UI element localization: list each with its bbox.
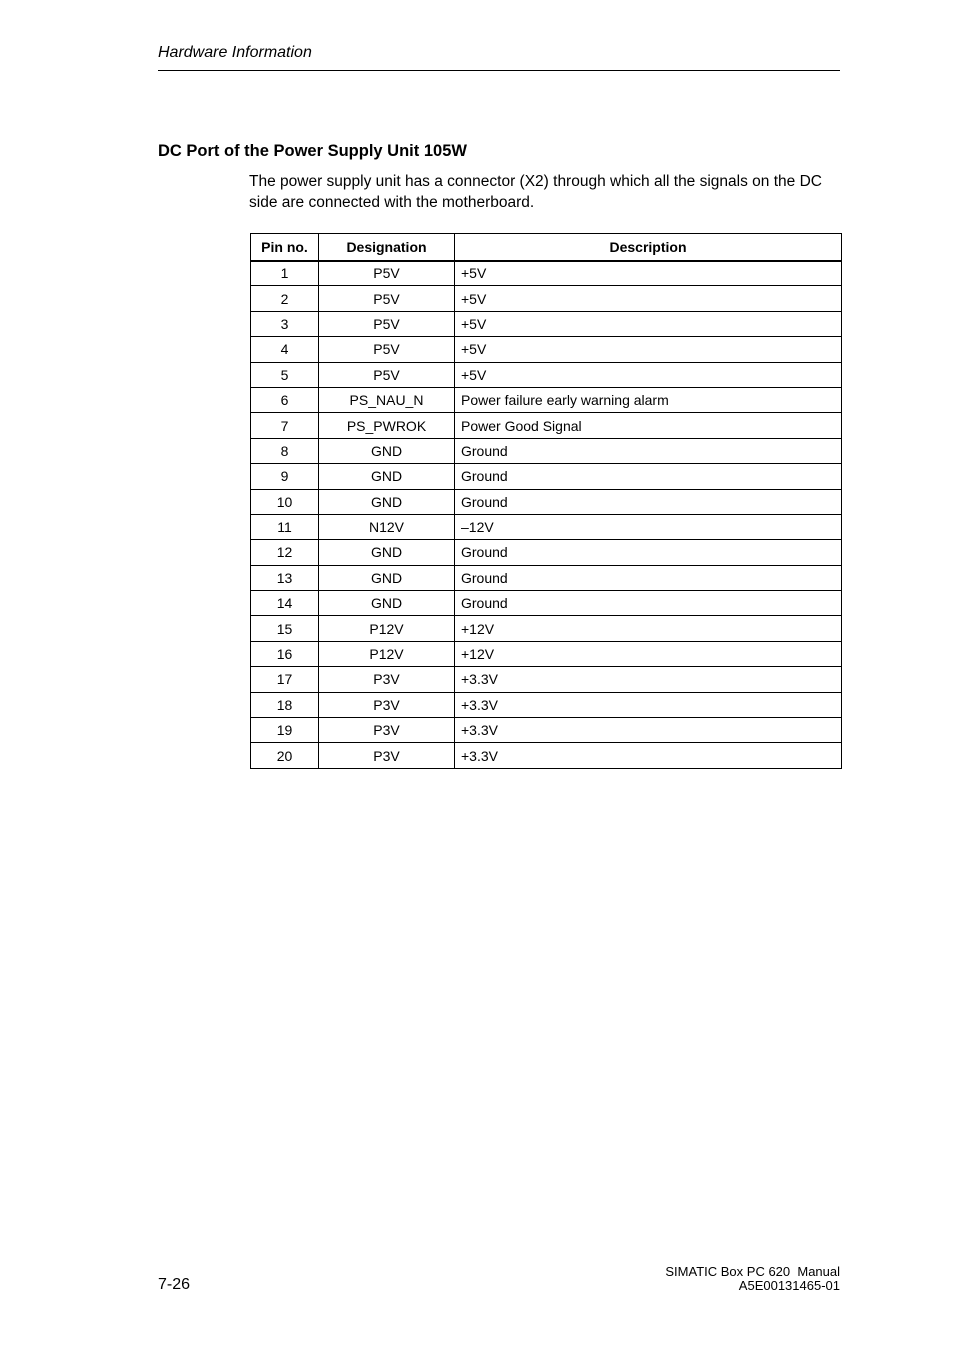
running-header: Hardware Information bbox=[158, 44, 312, 61]
designation-cell: P5V bbox=[319, 261, 455, 286]
pin-cell: 18 bbox=[251, 692, 319, 717]
pin-cell: 16 bbox=[251, 641, 319, 666]
table-row bbox=[251, 667, 842, 692]
table-row bbox=[251, 565, 842, 590]
pin-cell: 4 bbox=[251, 337, 319, 362]
column-header-designation: Designation bbox=[319, 234, 455, 261]
document-info bbox=[665, 1265, 840, 1293]
description-cell: –12V bbox=[455, 514, 842, 539]
pin-cell: 12 bbox=[251, 540, 319, 565]
pin-cell: 13 bbox=[251, 565, 319, 590]
description-cell: +3.3V bbox=[455, 692, 842, 717]
pin-cell: 5 bbox=[251, 362, 319, 387]
pin-cell: 6 bbox=[251, 387, 319, 412]
pin-cell: 17 bbox=[251, 667, 319, 692]
description-cell: Ground bbox=[455, 438, 842, 463]
table-row bbox=[251, 616, 842, 641]
designation-cell: P12V bbox=[319, 641, 455, 666]
pin-cell: 3 bbox=[251, 311, 319, 336]
description-cell: Ground bbox=[455, 591, 842, 616]
description-cell: +5V bbox=[455, 337, 842, 362]
table-row bbox=[251, 286, 842, 311]
description-cell: +12V bbox=[455, 616, 842, 641]
designation-cell: P5V bbox=[319, 286, 455, 311]
table-row bbox=[251, 743, 842, 768]
document-id: A5E00131465-01 bbox=[738, 1278, 840, 1293]
table-row bbox=[251, 641, 842, 666]
pin-cell: 15 bbox=[251, 616, 319, 641]
description-cell: +5V bbox=[455, 362, 842, 387]
table-row bbox=[251, 692, 842, 717]
pin-cell: 7 bbox=[251, 413, 319, 438]
pin-cell: 14 bbox=[251, 591, 319, 616]
designation-cell: N12V bbox=[319, 514, 455, 539]
description-cell: Ground bbox=[455, 464, 842, 489]
pin-assignment-table bbox=[250, 233, 842, 769]
description-cell: +3.3V bbox=[455, 718, 842, 743]
table-row bbox=[251, 464, 842, 489]
designation-cell: GND bbox=[319, 540, 455, 565]
column-header-pin: Pin no. bbox=[251, 234, 319, 261]
table-row bbox=[251, 514, 842, 539]
designation-cell: P3V bbox=[319, 692, 455, 717]
description-cell: Ground bbox=[455, 489, 842, 514]
pin-cell: 1 bbox=[251, 261, 319, 286]
description-cell: +3.3V bbox=[455, 667, 842, 692]
table-row bbox=[251, 413, 842, 438]
designation-cell: P5V bbox=[319, 362, 455, 387]
description-cell: +5V bbox=[455, 261, 842, 286]
designation-cell: GND bbox=[319, 438, 455, 463]
designation-cell: P3V bbox=[319, 667, 455, 692]
table-row bbox=[251, 718, 842, 743]
description-cell: +3.3V bbox=[455, 743, 842, 768]
description-cell: Ground bbox=[455, 565, 842, 590]
designation-cell: PS_NAU_N bbox=[319, 387, 455, 412]
table-row bbox=[251, 591, 842, 616]
column-header-description: Description bbox=[455, 234, 842, 261]
designation-cell: GND bbox=[319, 565, 455, 590]
description-cell: +12V bbox=[455, 641, 842, 666]
intro-paragraph: The power supply unit has a connector (X2) through which all the signals on the DC side are connected with the motherboard. bbox=[249, 173, 822, 211]
table-row bbox=[251, 387, 842, 412]
designation-cell: P12V bbox=[319, 616, 455, 641]
table-row bbox=[251, 489, 842, 514]
designation-cell: P5V bbox=[319, 311, 455, 336]
designation-cell: GND bbox=[319, 489, 455, 514]
table-row bbox=[251, 311, 842, 336]
table-header-row bbox=[251, 234, 842, 261]
table-row bbox=[251, 540, 842, 565]
description-cell: +5V bbox=[455, 311, 842, 336]
description-cell: Power failure early warning alarm bbox=[455, 387, 842, 412]
table-row bbox=[251, 261, 842, 286]
header-rule bbox=[158, 70, 840, 71]
designation-cell: GND bbox=[319, 464, 455, 489]
table-row bbox=[251, 362, 842, 387]
designation-cell: P3V bbox=[319, 718, 455, 743]
table-row bbox=[251, 438, 842, 463]
pin-cell: 10 bbox=[251, 489, 319, 514]
section-title: DC Port of the Power Supply Unit 105W bbox=[158, 142, 467, 160]
pin-cell: 11 bbox=[251, 514, 319, 539]
designation-cell: GND bbox=[319, 591, 455, 616]
pin-cell: 2 bbox=[251, 286, 319, 311]
table-row bbox=[251, 337, 842, 362]
pin-cell: 8 bbox=[251, 438, 319, 463]
designation-cell: PS_PWROK bbox=[319, 413, 455, 438]
document-title: SIMATIC Box PC 620 Manual bbox=[665, 1264, 840, 1279]
pin-cell: 20 bbox=[251, 743, 319, 768]
description-cell: +5V bbox=[455, 286, 842, 311]
pin-cell: 19 bbox=[251, 718, 319, 743]
designation-cell: P3V bbox=[319, 743, 455, 768]
description-cell: Ground bbox=[455, 540, 842, 565]
pin-cell: 9 bbox=[251, 464, 319, 489]
page-number: 7-26 bbox=[158, 1276, 191, 1293]
designation-cell: P5V bbox=[319, 337, 455, 362]
description-cell: Power Good Signal bbox=[455, 413, 842, 438]
